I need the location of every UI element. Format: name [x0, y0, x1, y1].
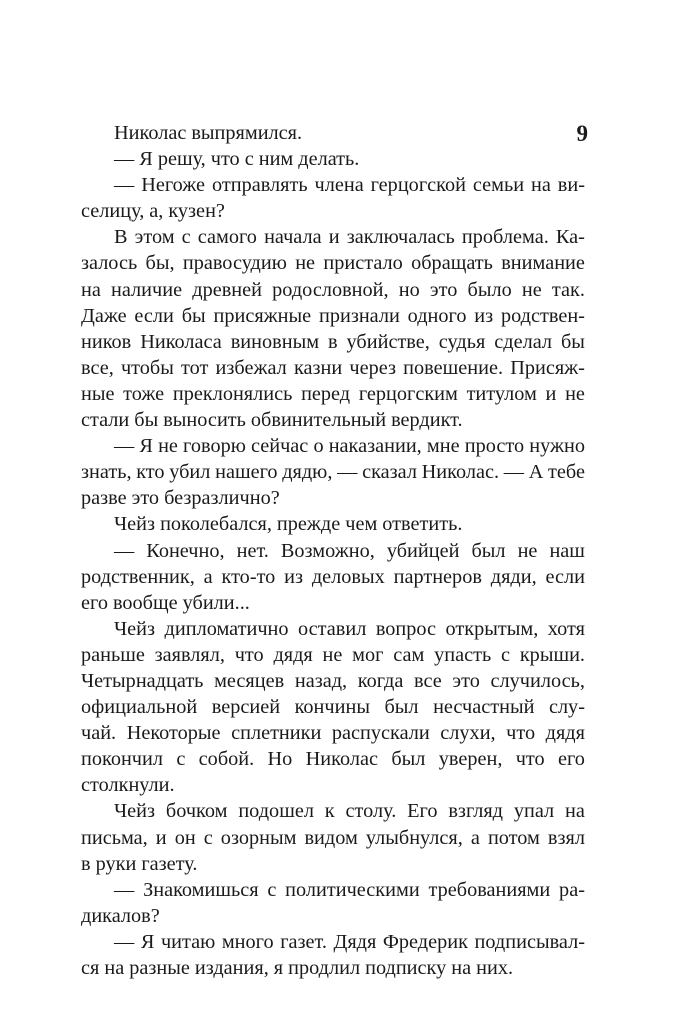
word: Его — [407, 800, 438, 823]
word: бочком — [165, 800, 228, 823]
text-line — [81, 511, 585, 537]
word: — — [114, 878, 135, 901]
word: но — [398, 278, 420, 301]
word: прежде — [276, 513, 341, 536]
word: самого — [197, 226, 257, 249]
word: видом — [304, 826, 358, 849]
word: обращать — [411, 252, 493, 275]
word: делать. — [298, 148, 360, 171]
word: газету. — [141, 852, 198, 875]
word: этом — [134, 226, 175, 249]
word: виновным — [230, 330, 320, 353]
word: родственник, — [81, 565, 195, 588]
word: дяди, — [490, 565, 537, 588]
word: бы, — [145, 252, 175, 275]
text-line — [81, 485, 585, 511]
text-line — [81, 407, 585, 433]
word: начала — [264, 226, 322, 249]
text-line — [81, 903, 585, 929]
word: бы — [134, 409, 159, 432]
word: что — [506, 722, 536, 745]
word: назад, — [294, 669, 348, 692]
word: родствен- — [500, 304, 585, 327]
word: наказании, — [328, 435, 422, 458]
word: политическими — [285, 878, 420, 901]
word: подписывал- — [474, 930, 585, 953]
word: на — [81, 278, 101, 301]
word: с — [176, 748, 186, 771]
word: — — [114, 435, 135, 458]
word: сплетники — [231, 722, 322, 745]
word: уверен, — [438, 748, 503, 771]
word: Конечно, — [146, 539, 225, 562]
word: кузен? — [168, 200, 225, 223]
word: Возможно, — [280, 539, 375, 562]
word: на — [104, 957, 125, 979]
word: не — [158, 435, 178, 458]
word: ви- — [557, 174, 585, 197]
word: он — [174, 826, 196, 849]
word: собой. — [198, 748, 255, 771]
word: казни — [293, 356, 343, 379]
text-line — [81, 720, 585, 746]
word: не — [322, 643, 343, 666]
word: разные — [129, 957, 190, 979]
text-line — [81, 381, 585, 407]
word: чай. — [81, 722, 117, 745]
word: все, — [81, 356, 114, 379]
word: его — [81, 591, 108, 614]
word: ные — [81, 382, 115, 405]
word: официальной — [81, 696, 198, 719]
word: члена — [314, 174, 364, 197]
word: деловых — [311, 565, 385, 588]
word: Николас. — [421, 461, 500, 484]
word: просто — [464, 435, 525, 458]
text-line — [81, 642, 585, 668]
word: издания, — [194, 957, 269, 979]
word: его — [557, 748, 585, 771]
word: ся — [81, 957, 100, 979]
word: Чейз — [114, 617, 156, 640]
word: Негоже — [141, 174, 206, 197]
word: если — [545, 565, 585, 588]
word: внимание — [501, 252, 585, 275]
text-line — [81, 172, 585, 198]
word: и — [545, 382, 557, 405]
word: Николас — [114, 122, 187, 144]
word: сделал — [494, 330, 552, 353]
word: тоже — [123, 382, 165, 405]
word: Но — [267, 748, 293, 771]
word: селицу, — [81, 200, 145, 223]
word: Присяж- — [510, 356, 585, 379]
word: не — [565, 382, 585, 405]
word: избежал — [215, 356, 287, 379]
word: был — [384, 696, 419, 719]
word: бы — [181, 304, 206, 327]
word: — — [114, 148, 135, 171]
word: титулом — [466, 382, 537, 405]
word: кто — [136, 461, 165, 484]
word: проблема. — [461, 226, 549, 249]
word: и — [328, 226, 340, 249]
word: случилось, — [490, 669, 585, 692]
word: что — [234, 643, 264, 666]
word: упал — [513, 800, 555, 823]
word: когда — [357, 669, 404, 692]
word: слу- — [548, 696, 585, 719]
word: из — [474, 304, 494, 327]
word: нет. — [236, 539, 269, 562]
word: убили... — [182, 591, 250, 614]
word: сказал — [362, 461, 417, 484]
text-line — [81, 250, 585, 276]
word: ответить. — [382, 513, 463, 536]
word: дядя — [273, 643, 313, 666]
word: не — [295, 252, 316, 275]
word: взгляд — [448, 800, 504, 823]
word: если — [134, 304, 174, 327]
word: был — [471, 539, 506, 562]
word: Ка- — [555, 226, 585, 249]
word: читаю — [160, 930, 216, 953]
word: был — [391, 748, 426, 771]
word: Я — [139, 148, 153, 171]
word: решу, — [157, 148, 206, 171]
word: требованиями — [428, 878, 551, 901]
word: партнеров — [393, 565, 482, 588]
word: газет. — [280, 930, 327, 953]
text-line — [81, 277, 585, 303]
word: дикалов? — [81, 904, 160, 927]
word: герцогским — [358, 382, 458, 405]
text-line — [81, 668, 585, 694]
text-line — [81, 772, 585, 798]
word: убил — [169, 461, 211, 484]
word: в — [81, 852, 91, 875]
word: заявлял, — [154, 643, 225, 666]
page-number: 9 — [576, 121, 588, 146]
word: разве — [81, 487, 127, 510]
word: потом — [487, 826, 540, 849]
word: с — [244, 148, 254, 171]
word: покончил — [81, 748, 163, 771]
word: через — [349, 356, 396, 379]
word: а — [203, 565, 213, 588]
text-line — [81, 146, 585, 172]
word: с — [181, 226, 191, 249]
word: несчастный — [433, 696, 535, 719]
word: нашего — [215, 461, 278, 484]
word: открытым, — [445, 617, 539, 640]
word: Некоторые — [126, 722, 221, 745]
word: — — [114, 539, 135, 562]
word: было — [467, 278, 512, 301]
word: залось — [81, 252, 138, 275]
text-line — [81, 877, 585, 903]
text-line — [81, 355, 585, 381]
text-line — [81, 798, 585, 824]
word: и — [155, 826, 167, 849]
word: присяжные — [213, 304, 312, 327]
text-line — [81, 120, 585, 146]
text-line — [81, 459, 585, 485]
word: Николас — [305, 748, 378, 771]
word: безразлично? — [164, 487, 280, 510]
word: выносить — [163, 409, 246, 432]
text-line — [81, 329, 585, 355]
word: сейчас — [251, 435, 309, 458]
word: В — [114, 226, 128, 249]
word: улыбнулся, — [365, 826, 463, 849]
word: перед — [301, 382, 351, 405]
word: наличие — [111, 278, 183, 301]
word: правосудию — [182, 252, 287, 275]
word: озорным — [220, 826, 297, 849]
word: — — [503, 461, 525, 484]
word: ников — [81, 330, 132, 353]
word: это — [429, 278, 458, 301]
word: крыши. — [519, 643, 585, 666]
word: наш — [549, 539, 585, 562]
word: стали — [81, 409, 130, 432]
word: пристало — [323, 252, 403, 275]
word: герцогской — [370, 174, 466, 197]
word: А — [528, 461, 544, 484]
word: о — [313, 435, 324, 458]
word: не — [521, 278, 542, 301]
word: тот — [181, 356, 209, 379]
word: заключалась — [346, 226, 455, 249]
word: а — [470, 826, 480, 849]
word: них. — [476, 957, 514, 979]
word: подписку — [365, 957, 447, 979]
word: вопрос — [375, 617, 437, 640]
word: поколебался, — [160, 513, 272, 536]
text-line — [81, 955, 585, 981]
word: а, — [149, 200, 164, 223]
word: подошел — [238, 800, 314, 823]
word: ра- — [559, 878, 585, 901]
text-line — [81, 198, 585, 224]
text-line — [81, 616, 585, 642]
word: взял — [547, 826, 585, 849]
word: вообще — [112, 591, 178, 614]
word: судья — [438, 330, 486, 353]
word: продлил — [288, 957, 361, 979]
word: — — [114, 174, 135, 197]
word: месяцев — [214, 669, 285, 692]
word: на — [565, 800, 585, 823]
word: это — [131, 487, 160, 510]
word: Я — [139, 435, 153, 458]
word: в — [328, 330, 338, 353]
word: из — [284, 565, 304, 588]
word: руки — [95, 852, 137, 875]
word: Я — [140, 930, 155, 953]
word: Знакомишься — [143, 878, 259, 901]
word: нужно — [529, 435, 585, 458]
word: упасть — [434, 643, 492, 666]
text-line — [81, 851, 585, 877]
word: версией — [211, 696, 281, 719]
word: я — [273, 957, 284, 979]
word: все — [414, 669, 442, 692]
word: повешение. — [403, 356, 504, 379]
word: Четырнадцать — [81, 669, 204, 692]
text-line — [81, 825, 585, 851]
word: Чейз — [114, 800, 156, 823]
word: ним — [258, 148, 294, 171]
word: не — [517, 539, 538, 562]
word: распускали — [331, 722, 430, 745]
word: кончины — [294, 696, 370, 719]
word: дипломатично — [164, 617, 289, 640]
word: чем — [345, 513, 378, 536]
word: убийстве, — [346, 330, 430, 353]
word: обвинительный — [250, 409, 387, 432]
word: одного — [407, 304, 467, 327]
word: оставил — [298, 617, 367, 640]
word: Фредерик — [382, 930, 468, 953]
word: на — [451, 957, 472, 979]
text-line — [81, 694, 585, 720]
text-line — [81, 303, 585, 329]
word: это — [452, 669, 480, 692]
word: Николаса — [140, 330, 222, 353]
word: — — [114, 930, 135, 953]
word: к — [324, 800, 335, 823]
word: дядя — [545, 722, 585, 745]
word: признали — [318, 304, 400, 327]
word: дядю, — [282, 461, 333, 484]
word: раньше — [81, 643, 145, 666]
text-line — [81, 590, 585, 616]
word: Даже — [81, 304, 127, 327]
word: родословной, — [272, 278, 389, 301]
word: знать, — [81, 461, 132, 484]
text-line — [81, 224, 585, 250]
word: Чейз — [114, 513, 156, 536]
word: вердикт. — [391, 409, 463, 432]
word: древней — [192, 278, 262, 301]
word: преклонялись — [172, 382, 293, 405]
word: столу. — [345, 800, 397, 823]
text-line — [81, 538, 585, 564]
word: семьи — [472, 174, 525, 197]
word: с — [501, 643, 511, 666]
word: чтобы — [120, 356, 174, 379]
word: мог — [352, 643, 384, 666]
word: говорю — [183, 435, 246, 458]
body-text — [81, 120, 585, 981]
word: письма, — [81, 826, 148, 849]
word: тебе — [548, 461, 585, 484]
word: Дядя — [333, 930, 377, 953]
word: выпрямился. — [191, 122, 303, 144]
word: убийцей — [386, 539, 460, 562]
word: бы — [560, 330, 585, 353]
word: с — [203, 826, 213, 849]
word: кто-то — [221, 565, 276, 588]
word: хотя — [547, 617, 585, 640]
word: столкнули. — [81, 774, 175, 797]
word: много — [221, 930, 274, 953]
word: что — [210, 148, 240, 171]
word: мне — [426, 435, 460, 458]
word: — — [337, 461, 358, 484]
word: с — [267, 878, 277, 901]
word: так. — [551, 278, 585, 301]
word: слухи, — [440, 722, 496, 745]
text-line — [81, 433, 585, 459]
word: сам — [393, 643, 425, 666]
word: на — [531, 174, 551, 197]
text-line — [81, 564, 585, 590]
text-line — [81, 929, 585, 955]
word: что — [515, 748, 545, 771]
word: отправлять — [211, 174, 308, 197]
text-line — [81, 746, 585, 772]
